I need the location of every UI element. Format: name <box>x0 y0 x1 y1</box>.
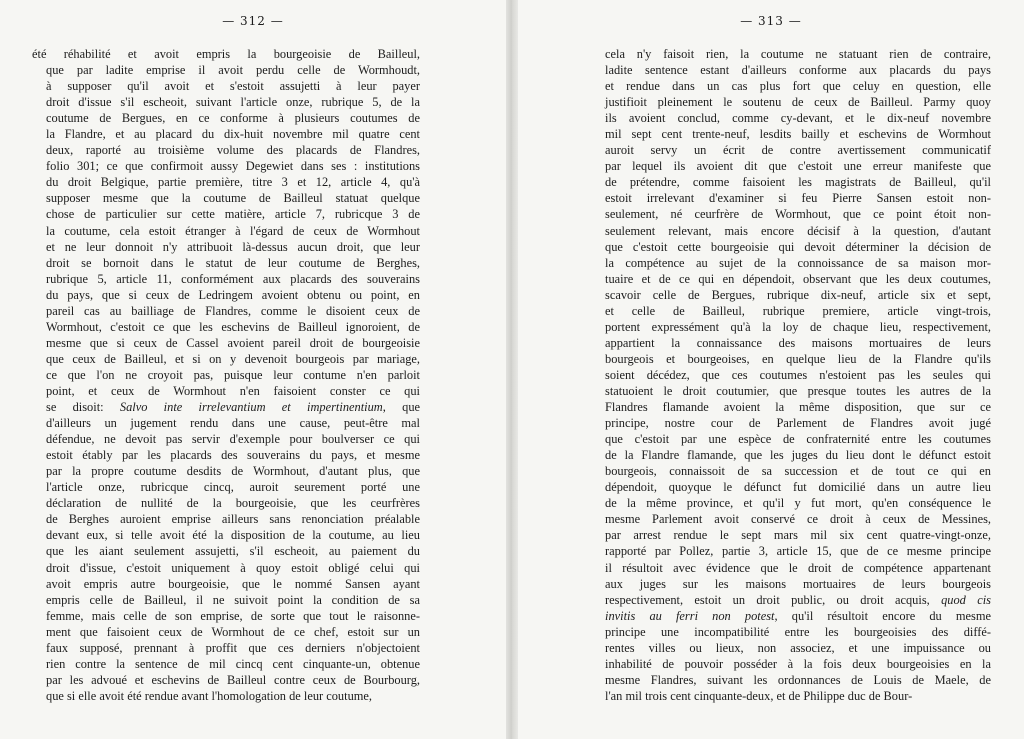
latin-phrase: quod cis <box>941 592 991 607</box>
right-page-body <box>605 46 991 704</box>
text-line: empris celle de Bailleul, il ne suivoit point la condition de sa <box>46 592 420 607</box>
page-number-left: — 312 — <box>222 14 284 28</box>
text-line: déclaration de nullité de la bourgeoisie, que les ceurfrères <box>46 496 420 511</box>
text-line: supposer mesme que la coutume de Bailleul statuat quelque <box>46 191 420 206</box>
text-line: se disoit: Salvo inte irrelevantium et impertinentium, que <box>46 400 421 415</box>
page-number-right: — 313 — <box>740 14 802 28</box>
text-line: seulement, né ceurfrère de Wormhout, que ce point étoit non- <box>605 207 991 222</box>
text-line: l'an mil trois cent cinquante-deux, et de Philippe duc de Bour- <box>605 688 913 703</box>
text-line: faux supposé, prennant à proffit que ces derniers n'objectoient <box>46 640 420 655</box>
left-page-body <box>32 46 420 704</box>
text-line: de la même province, et qu'il y fut mort, qu'en conséquence le <box>605 496 991 511</box>
text-line: mesme Parlement avoit conservé ce droit à ceux de Messines, <box>605 512 991 527</box>
text-line: appartient la connaissance des maisons mortuaires de leurs <box>605 335 991 350</box>
text-line: inhabilité de pouvoir posséder à la fois deux bourgeoisies en la <box>605 656 991 671</box>
latin-phrase: invitis au ferri non potest <box>605 608 775 623</box>
text-line: par lequel ils avoient dit que c'estoit une erreur manifeste que <box>605 159 991 174</box>
text-line: d'ailleurs un jugement rendu dans une cause, peut-être mal <box>46 416 420 431</box>
text-line: Flandres flamande avoient la même disposition, que sur ce <box>605 400 991 415</box>
text-line: point, et ceux de Wormhout n'en faisoient conster ce qui <box>46 383 420 398</box>
text-line: soient décédez, que ces coutumes n'estoient pas les seules qui <box>605 367 991 382</box>
text-line: respectivement, estoit un droit public, ou droit acquis, quod cis <box>605 592 991 607</box>
text-line: principe une incompatibilité entre les bourgeoisies des diffé- <box>605 624 991 639</box>
text-line: rien contre la sentence de mil cincq cent cinquante-un, obtenue <box>46 656 420 671</box>
text-line: principe, nostre cour de Parlement de Flandres avoit jugé <box>605 416 991 431</box>
text-line: droit d'issue s'il escheoit, suivant l'article onze, rubrique 5, de la <box>46 95 420 110</box>
text-line: estoit irrelevant d'examiner si feu Pierre Sansen estoit non- <box>605 191 991 206</box>
text-line: que c'estoit cette bourgeoisie qui devoit déterminer la décision de <box>605 239 991 254</box>
text-line: cela n'y faisoit rien, la coutume ne statuant rien de contraire, <box>605 47 991 61</box>
latin-phrase: Salvo inte irrelevantium et impertinentium <box>119 400 383 415</box>
text-line: Wormhout, c'estoit ce que les eschevins de Bailleul ignoroient, de <box>46 319 420 334</box>
text-line: et rendue dans un cas plus fort que celuy en question, elle <box>605 79 991 94</box>
text-line: du pays, que si ceux de Ledringem avoient obtenu ou point, en <box>46 287 420 302</box>
text-line: il résultoit avec évidence que le droit de compétence appartenant <box>605 560 991 575</box>
text-line: rentes villes ou lieux, non associez, et une impuissance ou <box>605 640 991 655</box>
text-line: que c'estoit par une espèce de confraternité entre les coutumes <box>605 432 991 447</box>
text-line: et ne leur donnoit n'y attribuoit là-dessus aucun droit, que leur <box>46 239 420 254</box>
text-line: mil sept cent trente-neuf, lesdits bailly et eschevins de Wormhout <box>605 127 991 142</box>
text-line: estoit étably par les placards des souverains du pays, et mesme <box>46 448 420 463</box>
text-line: avoit empris autre bourgeoisie, que le nommé Sansen ayant <box>46 576 420 591</box>
text-line: invitis au ferri non potest, qu'il résultoit encore du mesme <box>605 608 991 623</box>
text-line: bourgeois et bourgeoises, en quelque lieu de la Flandre qu'ils <box>605 351 991 366</box>
text-line: ment que faisoient ceux de Wormhout de ce chef, estoit sur un <box>46 624 420 639</box>
text-line: la compétence au sujet de la connoissance de sa maison mor- <box>605 255 991 270</box>
left-page <box>0 0 506 739</box>
text-line: de prétendre, comme faisoient les magistrats de Bailleul, qu'il <box>605 175 991 190</box>
text-line: coutume de Bergues, en ce conforme à plusieurs coutumes de <box>46 111 420 126</box>
text-line: de Berghes auroient emprise ailleurs sans renonciation préalable <box>46 512 420 527</box>
text-line: bourgeois, connaissoit de sa succession et de tout ce qui en <box>605 464 991 479</box>
book-gutter <box>506 0 518 739</box>
text-line: chose de particulier sur cette matière, article 7, rubricque 3 de <box>46 207 420 222</box>
text-line: l'article onze, rubricque cincq, auroit seurement porté une <box>46 480 420 495</box>
text-line: ils avoient conclud, comme cy-devant, et le dix-neuf novembre <box>605 111 991 126</box>
text-line: que les aiant seulement assujetti, s'il escheoit, au paiement du <box>46 544 420 559</box>
text-line: par la propre coutume desdits de Wormhout, d'autant plus, que <box>46 464 420 479</box>
text-line: pareil cas au bailliage de Flandres, comme le disoient ceux de <box>46 303 420 318</box>
text-line: droit se bornoit dans le statut de leur coutume de Berghes, <box>46 255 420 270</box>
text-line: par les advoué et eschevins de Bailleul contre ceux de Bourbourg, <box>46 672 420 687</box>
text-line: scavoir celle de Bergues, rubrique dix-neuf, article six et sept, <box>605 287 991 302</box>
text-line: par arrest rendue le sept mars mil six cent quatre-vingt-onze, <box>605 528 991 543</box>
text-line: été réhabilité et avoit empris la bourgeoisie de Bailleul, <box>32 47 420 61</box>
text-line: tuaire et de ce qui en dépendoit, observant que les deux coutumes, <box>605 271 991 286</box>
text-line: rapporté par Pollez, partie 3, article 15, que de ce mesme principe <box>605 544 991 559</box>
text-line: justifioit pleinement le soutenu de ceux de Bailleul. Parmy quoy <box>605 95 991 110</box>
text-line: la Flandre, et au placard du dix-huit novembre mil quatre cent <box>46 127 420 142</box>
text-line: dépendoit, quoyque le défunct fut domicilié dans un autre lieu <box>605 480 991 495</box>
text-line: portent expressément qu'à la loy de chaque lieu, respectivement, <box>605 319 991 334</box>
text-line: que par ladite emprise il avoit perdu celle de Wormhoudt, <box>46 63 420 78</box>
text-line: deux, raporté au troisième volume des placards de Flandres, <box>46 143 420 158</box>
text-line: du droit Belgique, partie première, titre 3 et 12, article 4, qu'à <box>46 175 420 190</box>
text-line: défendue, ne devoit pas servir d'exemple pour boulverser ce qui <box>46 432 420 447</box>
text-line: la coutume, cela estoit étranger à l'égard de ceux de Wormhout <box>46 223 420 238</box>
text-line: rubrique 5, article 11, conformément aux placards des souverains <box>46 271 420 286</box>
text-line: à supposer qu'il avoit et s'estoit assujetti à leur payer <box>46 79 420 94</box>
text-line: statuoient le droit coutumier, que presque toutes les autres de la <box>605 383 991 398</box>
text-line: auroit servy un écrit de contre avertissement communicatif <box>605 143 991 158</box>
text-line: aux juges sur les maisons mortuaires de leurs bourgeois <box>605 576 991 591</box>
text-line: seulement relevant, mais encore décisif à la question, d'autant <box>605 223 991 238</box>
text-line: mesme Flandres, suivant les ordonnances de Louis de Maele, de <box>605 672 991 687</box>
text-line: ce que l'on ne croyoit pas, puisque leur contume n'en parloit <box>46 367 420 382</box>
text-line: ladite sentence estant d'ailleurs conforme aux placards du pays <box>605 63 991 78</box>
right-page <box>518 0 1024 739</box>
text-line: que si elle avoit été rendue avant l'homologation de leur coutume, <box>46 688 373 703</box>
text-line: mesme que si ceux de Cassel avoient pareil droit de bourgeoisie <box>46 335 420 350</box>
text-line: et celle de Bailleul, rubrique premiere, article vingt-trois, <box>605 303 991 318</box>
text-line: droit d'issue, c'estoit uniquement à quoy estoit obligé celui qui <box>46 560 420 575</box>
text-line: femme, mais celle de son emprise, de sorte que tout le raisonne- <box>46 608 420 623</box>
text-line: que ceux de Bailleul, et si on y devenoit bourgeois par mariage, <box>46 351 420 366</box>
text-line: devant eux, si telle avoit été la disposition de la coutume, au lieu <box>46 528 420 543</box>
text-line: folio 301; ce que confirmoit aussy Degewiet dans ses : institutions <box>46 159 420 174</box>
text-line: de la Flandre flamande, que les juges du lieu dont le défunct estoit <box>605 448 991 463</box>
